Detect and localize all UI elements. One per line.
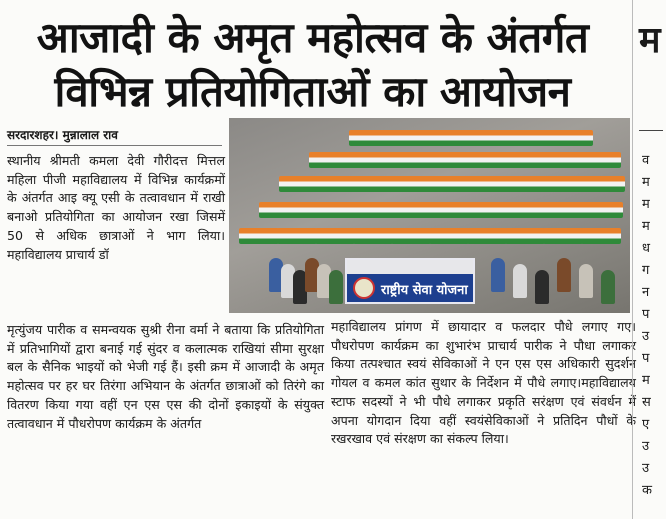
nss-logo-icon [353,277,375,299]
person-figure [513,264,527,298]
flag-tile [553,130,593,146]
banner-text: राष्ट्रीय सेवा योजना [381,283,468,298]
adjacent-column-char: उ [642,329,650,344]
person-figure [535,270,549,304]
flag-tile [511,202,551,218]
nss-banner [345,258,475,304]
flag-tile [367,202,407,218]
flag-tile [331,202,371,218]
dateline: सरदारशहर। मुन्नालाल राव [7,128,118,142]
adjacent-column-char: प [642,351,650,366]
adjacent-column-char: प [642,307,650,322]
flag-tile [429,228,469,244]
flag-tile [403,202,443,218]
flag-tile [581,228,621,244]
headline-line-2: विभिन्न प्रतियोगिताओं का आयोजन [54,67,571,116]
adjacent-column-char: उ [642,461,650,476]
flag-tile [239,228,279,244]
adjacent-column-char: उ [642,439,650,454]
person-figure [579,264,593,298]
adjacent-column-strip [632,0,666,519]
article-paragraph-right: महाविद्यालय प्रांगण में छायादार व फलदार पौधे लगाए गए। पौधरोपण कार्यक्रम का शुभारंभ प्राचार्य पारीक ने पौधा लगाकर किया तत्पश्चात स्वयं सेविकाओं ने एन एस एस अधिकारी सुदर्शन गोयल व कमल कांत सुथार के निर्देशन में पौधे लगाए।महाविद्यालय स्टाफ सदस्यों ने भी पौधे लगाकर प्रकृति सरंक्षण एवं संवर्धन में अपना योगदान दिया वहीं स्वयंसेविकाओं ने प्रतिदिन पौधों के रखरखाव एवं संरक्षण का संकल्प लिया। [331,319,636,447]
adjacent-column-headline: म [639,20,661,61]
adjacent-column-char: स [642,395,651,410]
adjacent-column-char: न [642,285,650,300]
article-paragraph-left-bottom: मृत्युंजय पारीक व समन्वयक सुश्री रीना वर्मा ने बताया कि प्रतियोगिता में प्रतिभागियों द्वारा बनाई गई सुंदर व कलात्मक राखियां सीमा सुरक्षा बल के सैनिक भाइयों को भेजी गई हैं। इसी क्रम में आजादी के अमृत महोत्सव पर हर घर तिरंगा अभियान के अंतर्गत छात्राओं को तिरंगे का वितरण किया गया वहीं एन एस एस की दोनों इकाइयों के संयुक्त तत्वावधान में पौधरोपण कार्यक्रम के अंतर्गत [7,322,324,431]
flag-tile [467,228,507,244]
flag-tile [353,228,393,244]
flag-tile [439,202,479,218]
flag-tile [475,202,515,218]
dateline-rule [7,145,222,146]
adjacent-column-rule [639,130,663,131]
adjacent-column-char: क [642,483,652,498]
flag-tile [391,228,431,244]
flag-tile [543,228,583,244]
headline-line-1: आजादी के अमृत महोत्सव के अंतर्गत [36,13,589,62]
article-paragraph-left-top: स्थानीय श्रीमती कमला देवी गौरीदत्त मित्तल महिला पीजी महाविद्यालय में विभिन्न कार्यक्रमों के अंतर्गत आइ क्यू एसी के तत्वावधान में राखी बनाओ प्रतियोगिता का आयोजन रखा जिसमें 50 से अधिक छात्राओं ने भाग लिया। महाविद्यालय प्राचार्य डॉ [7,153,225,262]
news-photo [229,118,630,313]
adjacent-column-char: म [642,197,650,212]
flag-tile [581,152,621,168]
person-figure [491,258,505,292]
flag-tile [505,228,545,244]
adjacent-column-char: ग [642,263,650,278]
adjacent-column-char: ए [642,417,650,432]
person-figure [329,270,343,304]
flag-tile [583,202,623,218]
person-figure [601,270,615,304]
adjacent-column-char: व [642,153,650,168]
adjacent-column-char: म [642,373,650,388]
flag-tile [295,202,335,218]
flag-tile [585,176,625,192]
adjacent-column-char: म [642,219,650,234]
flag-tile [259,202,299,218]
adjacent-column-char: म [642,175,650,190]
flag-tile [315,228,355,244]
adjacent-column-char: ध [642,241,650,256]
banner-header-strip [347,260,473,274]
flag-tile [547,202,587,218]
person-figure [557,258,571,292]
flag-tile [277,228,317,244]
